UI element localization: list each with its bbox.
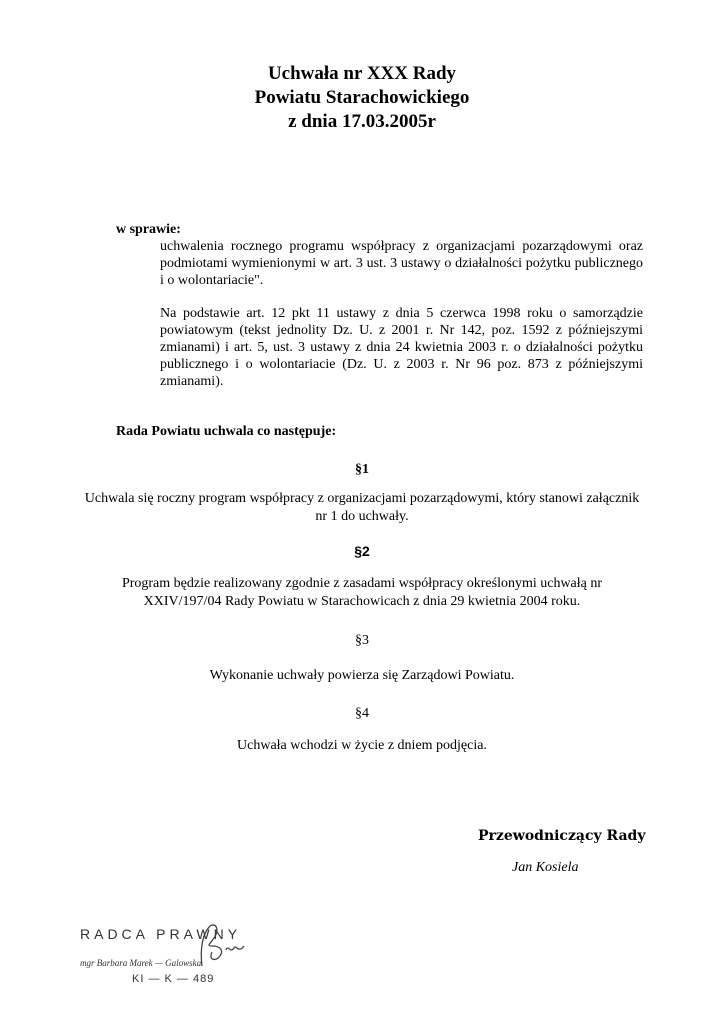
title-line-3: z dnia 17.03.2005r: [288, 111, 436, 132]
section-1-text: [40, 490, 684, 526]
title-line-2: Powiatu Starachowickiego: [254, 87, 470, 108]
resolves-heading: Rada Powiatu uchwala co następuje:: [116, 424, 337, 439]
section-2-line-2: XXIV/197/04 Rady Powiatu w Starachowicach z dnia 29 kwietnia 2004 roku.: [143, 594, 581, 609]
document-title: [0, 62, 724, 134]
subject-text: uchwalenia rocznego programu współpracy z organizacjami pozarządowymi oraz podmiotami wymienionymi w art. 3 ust. 3 ustawy o działalności pożytku publicznego i o wolontariacie".: [160, 239, 643, 288]
signature-title: Przewodniczący Rady: [478, 828, 646, 844]
section-2-mark: §2: [354, 543, 370, 559]
section-1-line-2: nr 1 do uchwały.: [315, 509, 409, 524]
section-3-text: Wykonanie uchwały powierza się Zarządowi Powiatu.: [209, 668, 515, 683]
section-2-text: [40, 575, 684, 611]
stamp-line-1: RADCA PRAWNY: [80, 926, 242, 942]
stamp-line-2: mgr Barbara Marek — Galowska: [80, 958, 202, 968]
section-1-mark: §1: [355, 462, 369, 477]
title-line-1: Uchwała nr XXX Rady: [267, 63, 457, 84]
section-3-mark: §3: [355, 633, 369, 648]
section-1-line-1: Uchwala się roczny program współpracy z organizacjami pozarządowymi, który stanowi załącznik: [84, 491, 640, 506]
legal-advisor-stamp: [80, 920, 280, 990]
legal-basis: Na podstawie art. 12 pkt 11 ustawy z dnia 5 czerwca 1998 roku o samorządzie powiatowym (tekst jednolity Dz. U. z 2001 r. Nr 142, poz. 1592 z późniejszymi zmianami) i art. 5, ust. 3 ustawy z dnia 24 kwietnia 2003 r. o działalności pożytku publicznego i o wolontariacie (Dz. U. z 2003 r. Nr 96 poz. 873 z późniejszymi zmianami).: [160, 306, 643, 389]
stamp-line-3: KI — K — 489: [132, 973, 215, 985]
signature-name: Jan Kosiela: [512, 860, 579, 875]
section-4-mark: §4: [355, 706, 369, 721]
subject-label: w sprawie:: [116, 222, 181, 237]
section-4-text: Uchwała wchodzi w życie z dniem podjęcia.: [237, 738, 487, 753]
section-2-line-1: Program będzie realizowany zgodnie z zasadami współpracy określonymi uchwałą nr: [121, 576, 603, 591]
